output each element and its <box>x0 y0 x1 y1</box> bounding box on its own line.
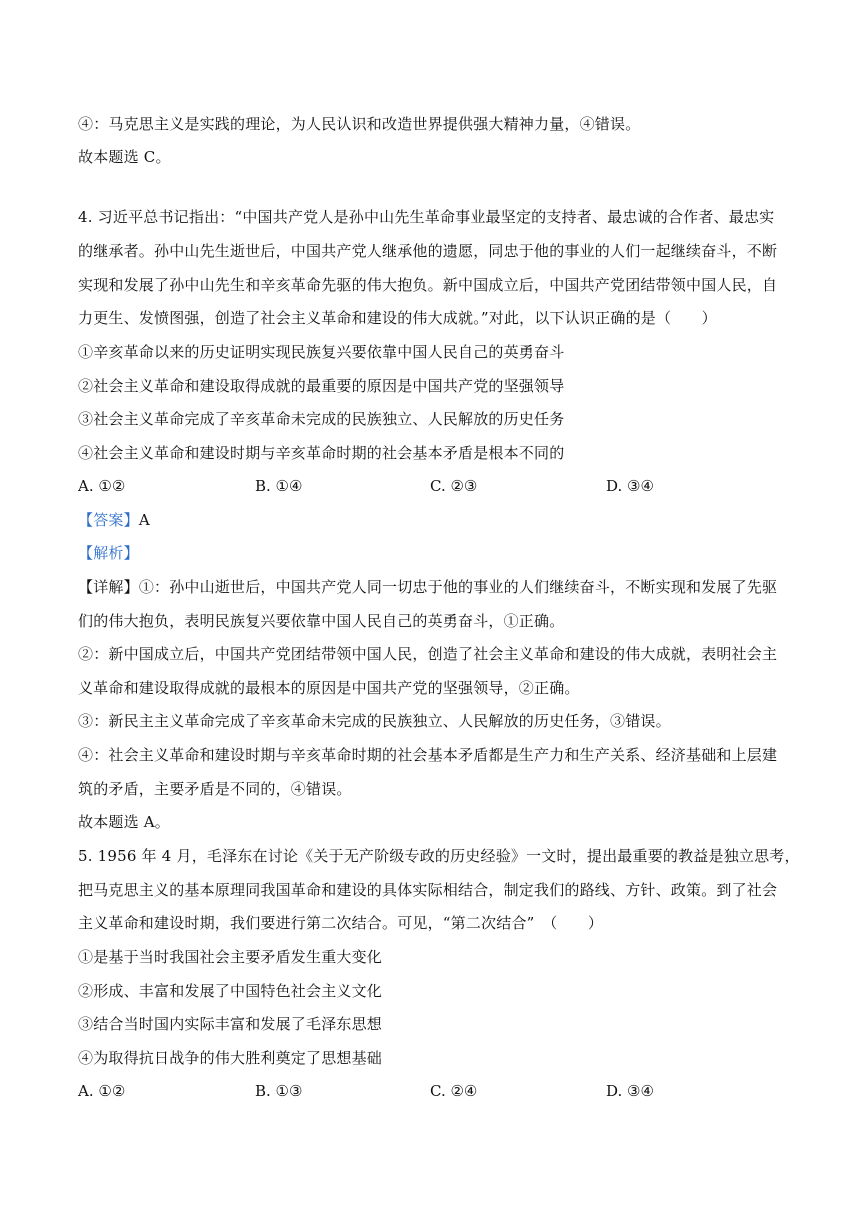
q4-stem-line-4: 力更生、发愤图强，创造了社会主义革命和建设的伟大成就。”对此，以下认识正确的是（ ） <box>78 309 717 327</box>
q4-stem-line-1: 4. 习近平总书记指出：“中国共产党人是孙中山先生革命事业最坚定的支持者、最忠诚的合作者、最忠实 <box>78 208 775 226</box>
q4-statement-1: ①辛亥革命以来的历史证明实现民族复兴要依靠中国人民自己的英勇奋斗 <box>78 343 565 361</box>
q4-answer <box>78 510 784 530</box>
q5-stem-line-1: 5. 1956 年 4 月，毛泽东在讨论《关于无产阶级专政的历史经验》一文时，提出最重要的教益是独立思考， <box>78 847 800 865</box>
q5-stem-line-2: 把马克思主义的基本原理同我国革命和建设的具体实际相结合，制定我们的路线、方针、政策。到了社会 <box>78 881 778 899</box>
q4-detail-line-7: 筑的矛盾，主要矛盾是不同的，④错误。 <box>78 780 352 798</box>
q4-statement-2: ②社会主义革命和建设取得成就的最重要的原因是中国共产党的坚强领导 <box>78 377 565 395</box>
analysis-label: 【解析】 <box>78 544 139 562</box>
q4-analysis-heading <box>78 543 784 563</box>
q4-option-b: B. ①④ <box>255 477 303 495</box>
q3-analysis-line: ④：马克思主义是实践的理论，为人民认识和改造世界提供强大精神力量，④错误。 <box>78 115 641 133</box>
q3-choice: 故本题选 C。 <box>78 148 171 166</box>
q4-detail-line-2: 们的伟大抱负，表明民族复兴要依靠中国人民自己的英勇奋斗，①正确。 <box>78 612 565 630</box>
q5-statement-3: ③结合当时国内实际丰富和发展了毛泽东思想 <box>78 1015 383 1033</box>
answer-value: A <box>138 511 150 529</box>
q4-option-c: C. ②③ <box>430 477 478 495</box>
q5-option-b: B. ①③ <box>255 1082 303 1100</box>
detail-label: 【详解】 <box>78 578 139 596</box>
q4-option-a: A. ①② <box>78 477 126 495</box>
q4-stem-line-2: 的继承者。孙中山先生逝世后，中国共产党人继承他的遗愿，同忠于他的事业的人们一起继续奋斗，不断 <box>78 242 778 260</box>
q5-statement-1: ①是基于当时我国社会主要矛盾发生重大变化 <box>78 948 383 966</box>
q5-statement-2: ②形成、丰富和发展了中国特色社会主义文化 <box>78 982 383 1000</box>
q4-stem-line-3: 实现和发展了孙中山先生和辛亥革命先驱的伟大抱负。新中国成立后，中国共产党团结带领中国人民，自 <box>78 276 778 294</box>
q4-statement-4: ④社会主义革命和建设时期与辛亥革命时期的社会基本矛盾是根本不同的 <box>78 444 565 462</box>
q4-detail-line-4: 义革命和建设取得成就的最根本的原因是中国共产党的坚强领导，②正确。 <box>78 679 580 697</box>
q5-option-c: C. ②④ <box>430 1082 478 1100</box>
q5-stem-line-3: 主义革命和建设时期，我们要进行第二次结合。可见，“第二次结合” （ ） <box>78 914 604 932</box>
q4-detail-line-5: ③：新民主主义革命完成了辛亥革命未完成的民族独立、人民解放的历史任务，③错误。 <box>78 712 671 730</box>
q4-option-d: D. ③④ <box>606 477 654 495</box>
q5-statement-4: ④为取得抗日战争的伟大胜利奠定了思想基础 <box>78 1049 383 1067</box>
q5-option-d: D. ③④ <box>606 1082 654 1100</box>
q4-detail-line-6: ④：社会主义革命和建设时期与辛亥革命时期的社会基本矛盾都是生产力和生产关系、经济基础和上层建 <box>78 746 778 764</box>
q5-option-a: A. ①② <box>78 1082 126 1100</box>
answer-label: 【答案】 <box>78 511 139 529</box>
q4-detail-line-1 <box>78 577 784 597</box>
q4-detail-line-3: ②：新中国成立后，中国共产党团结带领中国人民，创造了社会主义革命和建设的伟大成就，表明社会主 <box>78 645 778 663</box>
q4-choice: 故本题选 A。 <box>78 813 171 831</box>
detail-text-1: ①：孙中山逝世后，中国共产党人同一切忠于他的事业的人们继续奋斗，不断实现和发展了先驱 <box>138 578 778 596</box>
q4-statement-3: ③社会主义革命完成了辛亥革命未完成的民族独立、人民解放的历史任务 <box>78 410 565 428</box>
